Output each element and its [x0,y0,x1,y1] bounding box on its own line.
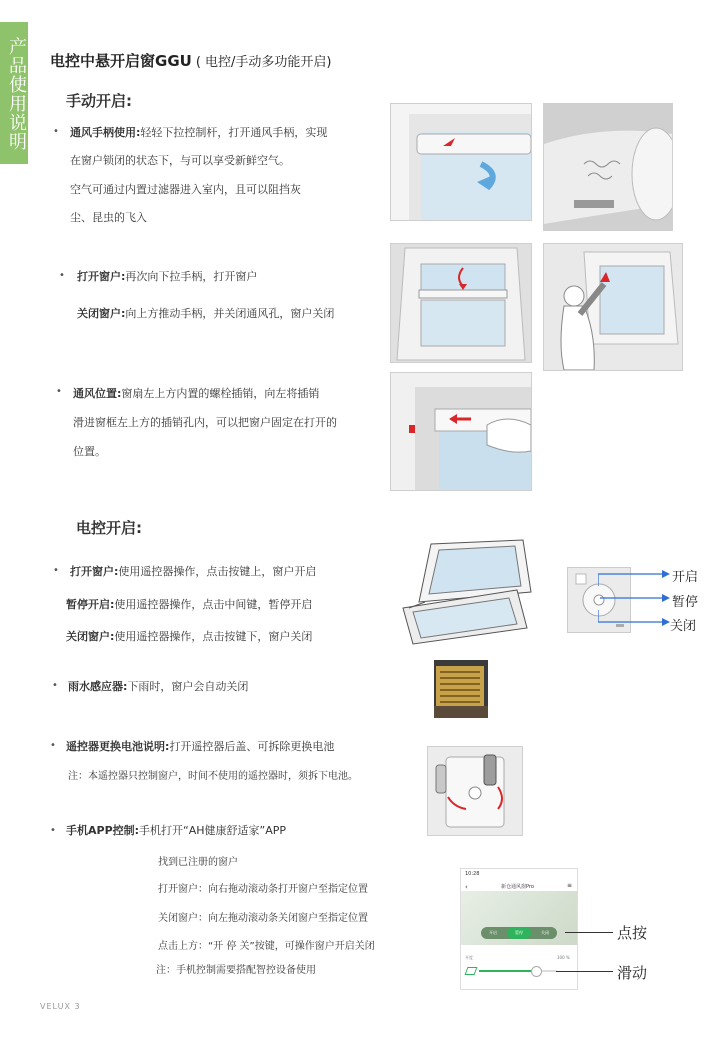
bullet-dot: • [56,386,62,397]
manual-close-text: 向上方推动手柄，并关闭通风孔，窗户关闭 [125,307,335,320]
manual-close-line [77,305,334,321]
phone-back-icon[interactable]: ‹ [465,883,468,891]
el-close-label: 关闭窗户: [66,630,115,643]
el-close-text: 使用遥控器操作，点击按键下，窗户关闭 [114,630,313,643]
close-window-photo [543,243,683,371]
el-open-label: 打开窗户: [70,565,119,578]
rain-sensor-photo [434,660,488,718]
bullet-dot: • [53,126,59,137]
electric-window-photo [395,538,535,646]
battery-text: 打开遥控器后盖、可拆除更换电池 [169,740,335,753]
el-close-line [66,628,312,644]
phone-btn-close[interactable]: 关闭 [541,930,549,935]
app-text: 手机打开“AH健康舒适家”APP [139,824,287,837]
rain-line [68,678,248,694]
rain-text: 下雨时，窗户会自动关闭 [127,680,249,693]
remote-label-open: 开启 [672,570,699,585]
phone-label-tap: 点按 [617,924,648,942]
close-window-illustration [544,244,682,370]
open-window-illustration [391,244,531,362]
app-line-3: 打开窗户：向右拖动滚动条打开窗户至指定位置 [158,884,368,895]
manual-open-label: 打开窗户: [77,270,126,283]
el-open-text: 使用遥控器操作，点击按键上，窗户开启 [118,565,317,578]
app-line-4: 关闭窗户：向左拖动滚动条关闭窗户至指定位置 [158,913,368,924]
vent-handle-photo [390,103,532,221]
phone-btn-pause[interactable]: 暂停 [507,927,531,939]
el-pause-text: 使用遥控器操作，点击中间键，暂停开启 [114,598,313,611]
latch-illustration [391,373,531,490]
side-tab: 产品使用说明 [0,22,28,164]
phone-slider-thumb[interactable] [531,966,542,977]
phone-slider-value: 100 % [557,955,570,960]
latch-photo [390,372,532,491]
pos-text: 窗扇左上方内置的螺栓插销，向左将插销 [121,387,320,400]
vent-handle-illustration [391,104,531,220]
el-pause-label: 暂停开启: [66,598,115,611]
vent-label: 通风手柄使用: [70,126,141,139]
filter-closeup-photo [543,103,673,231]
el-open-line [70,563,316,579]
bullet-dot: • [53,565,59,576]
vent-line-3: 空气可通过内置过滤器进入室内，且可以阻挡灰 [70,183,301,196]
app-note: 注：手机控制需要搭配智控设备使用 [156,965,316,976]
phone-btn-open[interactable]: 开启 [489,930,497,935]
remote-arrows [598,566,672,628]
phone-menu-icon[interactable]: ≡ [567,882,573,889]
remote-label-close: 关闭 [670,619,697,634]
electric-heading: 电控开启: [76,519,142,537]
battery-photo [427,746,523,836]
rain-label: 雨水感应器: [68,680,128,693]
phone-slider-fill [479,970,535,972]
el-pause-line [66,596,312,612]
phone-time: 10:28 [465,871,480,877]
title-sub: ( 电控/手动多功能开启) [195,55,332,70]
electric-window-illustration [395,538,535,646]
slide-pointer-line [556,971,613,972]
pos-line-2: 滑进窗框左上方的插销孔内，可以把窗户固定在打开的 [73,416,337,429]
page-title [50,50,331,71]
title-main: 电控中悬开启窗GGU [50,52,192,70]
app-line-5: 点击上方：“开 停 关”按键，可操作窗户开启关闭 [158,941,375,952]
pos-line-3: 位置。 [73,445,106,458]
phone-header: 新仓通风窗Pro [501,884,534,890]
vent-line-1 [70,124,327,140]
rain-sensor-illustration [434,660,488,718]
footer: VELUX 3 [40,1002,81,1011]
open-window-photo [390,243,532,363]
battery-illustration [428,747,522,835]
remote-label-pause: 暂停 [672,595,699,610]
battery-line [66,738,334,754]
phone-slider-label: 开度 [465,955,473,960]
manual-open-line [77,268,257,284]
vent-line-4: 尘、昆虫的飞入 [70,211,147,224]
battery-note: 注：本遥控器只控制窗户，时间不使用的遥控器时，须拆下电池。 [68,771,358,782]
bullet-dot: • [59,270,65,281]
battery-label: 遥控器更换电池说明: [66,740,170,753]
window-icon [465,967,478,975]
pos-label: 通风位置: [73,387,122,400]
pos-line-1 [73,385,319,401]
bullet-dot: • [50,740,56,751]
phone-slider-track[interactable] [479,970,557,972]
vent-text: 轻轻下拉控制杆，打开通风手柄，实现 [140,126,328,139]
bullet-dot: • [50,825,56,836]
manual-heading: 手动开启: [66,92,132,110]
bullet-dot: • [52,680,58,691]
manual-open-text: 再次向下拉手柄，打开窗户 [125,270,258,283]
manual-close-label: 关闭窗户: [77,307,126,320]
filter-closeup-illustration [544,104,672,230]
app-line [66,822,286,838]
phone-label-slide: 滑动 [617,964,648,982]
vent-line-2: 在窗户锁闭的状态下，与可以享受新鲜空气。 [70,154,290,167]
app-line-2: 找到已注册的窗户 [158,857,238,868]
tap-pointer-line [565,932,613,933]
app-label: 手机APP控制: [66,824,140,837]
